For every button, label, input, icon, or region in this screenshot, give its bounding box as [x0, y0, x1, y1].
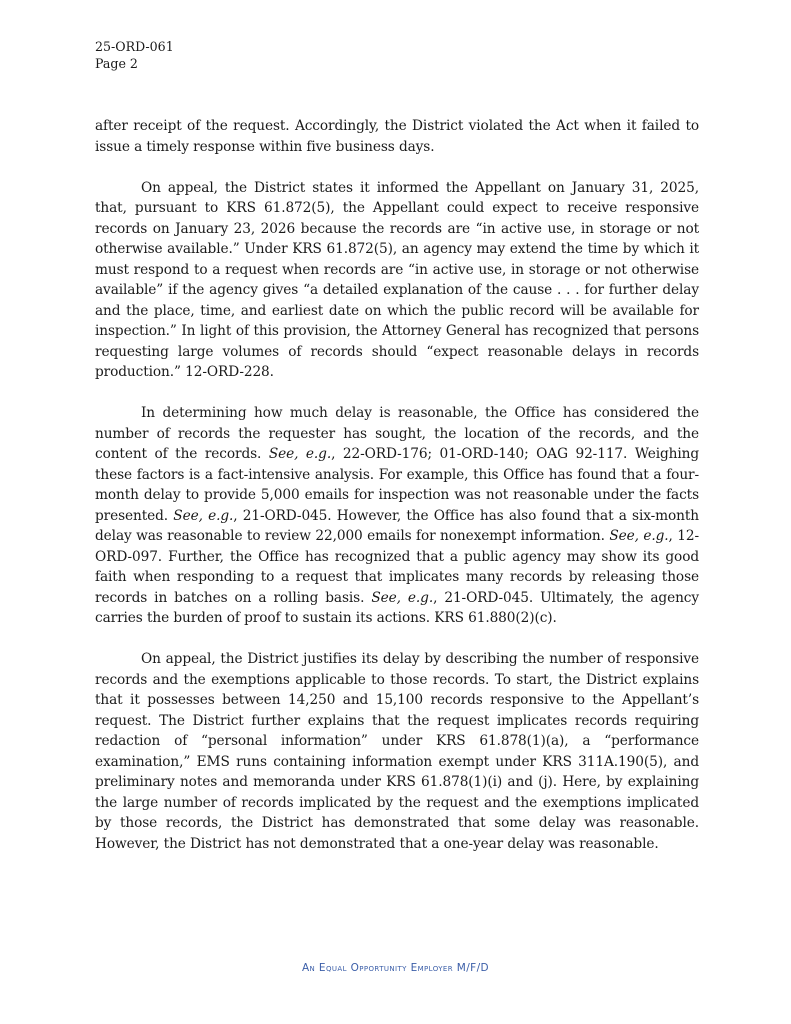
- page-header: [95, 38, 174, 72]
- document-body: [95, 116, 699, 875]
- page-footer: An Equal Opportunity Employer M/F/D: [301, 962, 490, 974]
- text-run: On appeal, the District justifies its delay by describing the number of responsive records and the exemptions applicable to those records. To start, the District explains that it possesses between 14,250 and 15,100 records responsive to the Appellant’s request. The District further explains that the request implicates records requiring redaction of “personal information” under KRS 61.878(1)(a), a “performance examination,” EMS runs containing information exempt under KRS 311A.190(5), and preliminary notes and memoranda under KRS 61.878(1)(i) and (j). Here, by explaining the large number of records implicated by the request and the exemptions implicated by those records, the District has demonstrated that some delay was reasonable. However, the District has not demonstrated that a one-year delay was reasonable.: [95, 651, 699, 852]
- text-run: On appeal, the District states it informed the Appellant on January 31, 2025, that, pursuant to KRS 61.872(5), the Appellant could expect to receive responsive records on January 23, 2026 because the records are “in active use, in storage or not otherwise available.” Under KRS 61.872(5), an agency may extend the time by which it must respond to a request when records are “in active use, in storage or not otherwise available” if the agency gives “a detailed explanation of the cause . . . for further delay and the place, time, and earliest date on which the public record will be available for inspection.” In light of this provision, the Attorney General has recognized that persons requesting large volumes of records should “expect reasonable delays in records production.” 12-ORD-228.: [95, 179, 699, 380]
- text-run: , 12-ORD-097. Further, the Office has recognized that a public agency may show its good faith when responding to a request that implicates many records by releasing those records in batches on a rolling basis.: [95, 528, 699, 606]
- citation-signal: See, e.g.: [371, 589, 434, 606]
- text-run: , 22-ORD-176; 01-ORD-140; OAG 92-117. Weighing these factors is a fact-intensive analysis. For example, this Office has found that a four-month delay to provide 5,000 emails for inspection was not reasonable under the facts presented.: [95, 446, 700, 524]
- citation-signal: See, e.g.: [173, 507, 234, 524]
- text-run: , 21-ORD-045. Ultimately, the agency carries the burden of proof to sustain its actions. KRS 61.880(2)(c).: [95, 589, 699, 626]
- text-run: In determining how much delay is reasonable, the Office has considered the number of records the requester has sought, the location of the records, and the content of the records.: [95, 405, 699, 462]
- document-id: 25-ORD-061: [95, 39, 174, 54]
- citation-signal: See, e.g.: [268, 446, 332, 462]
- citation-signal: See, e.g.: [609, 528, 669, 544]
- paragraph-3: [95, 403, 699, 629]
- paragraph-4: [95, 649, 699, 854]
- text-run: after receipt of the request. Accordingly, the District violated the Act when it failed to issue a timely response within five business days.: [95, 118, 699, 155]
- page-number: Page 2: [95, 56, 138, 71]
- text-run: , 21-ORD-045. However, the Office has also found that a six-month delay was reasonable to review 22,000 emails for nonexempt information.: [95, 507, 699, 544]
- paragraph-1: [95, 116, 699, 157]
- paragraph-2: [95, 178, 699, 383]
